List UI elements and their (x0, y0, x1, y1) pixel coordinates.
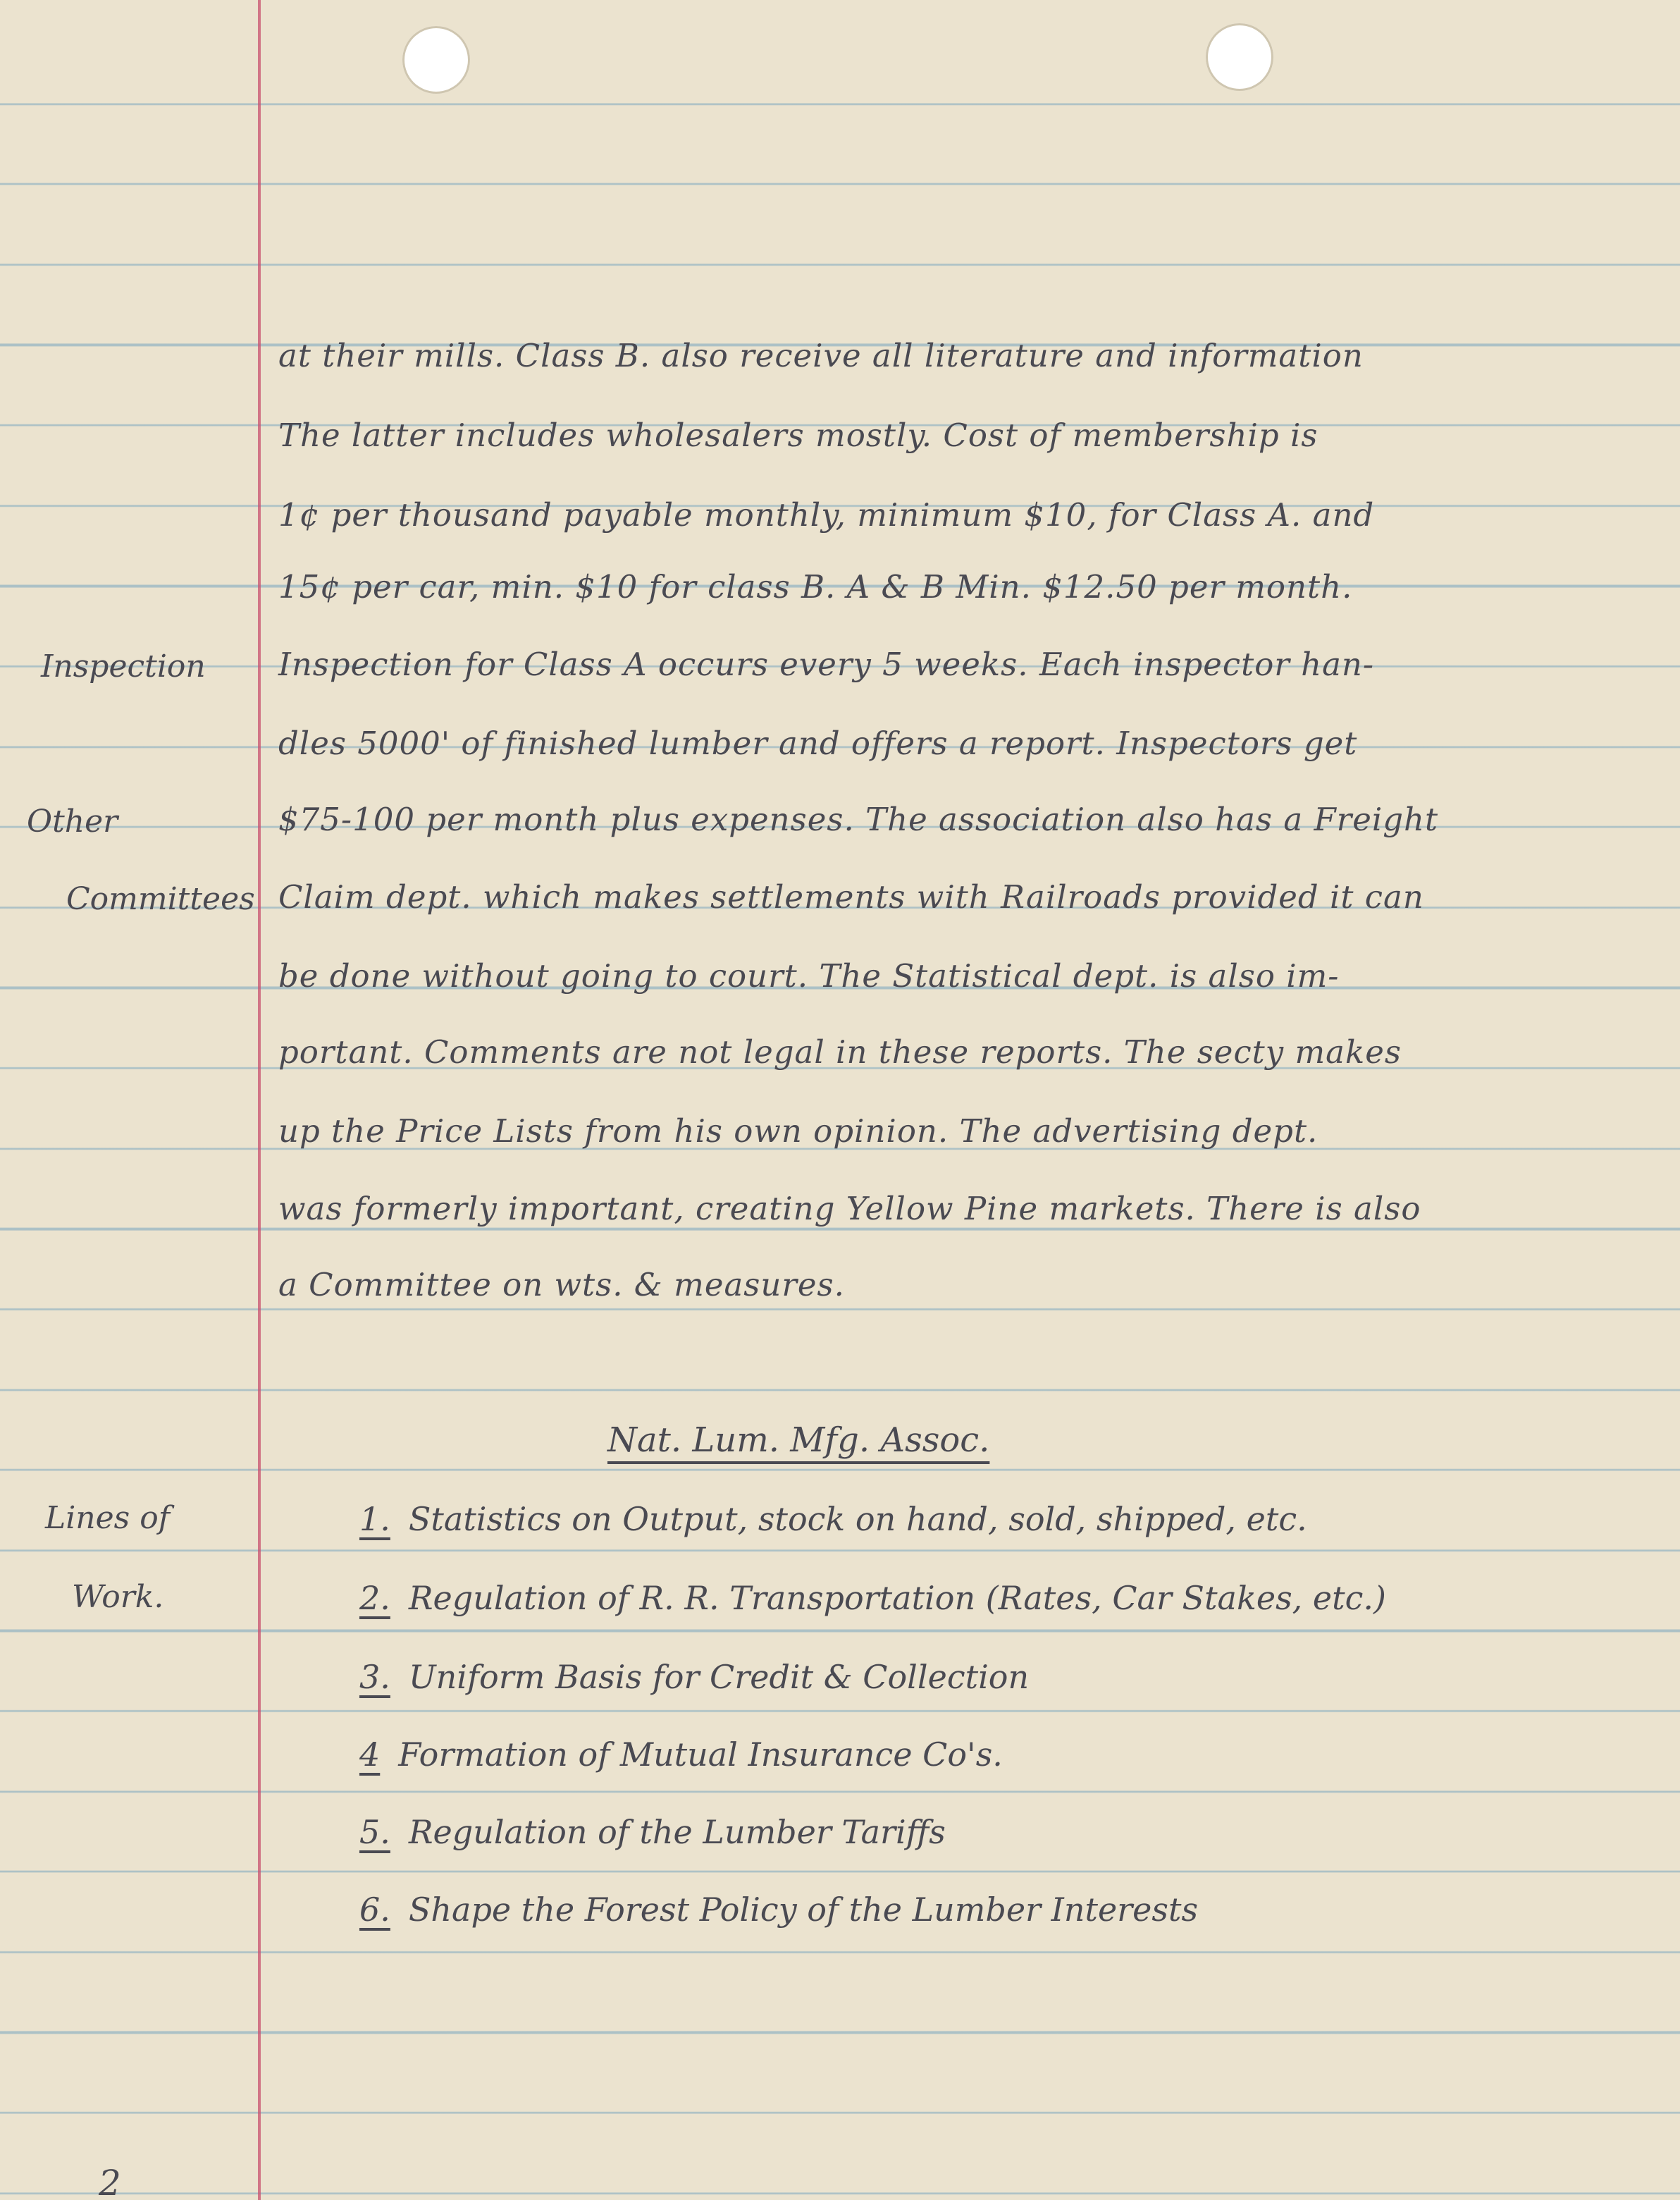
list-text: Regulation of the Lumber Tariffs (408, 1813, 946, 1851)
list-number: 4 (359, 1735, 381, 1774)
page-number: 2 (99, 2163, 121, 2200)
list-text: Shape the Forest Policy of the Lumber Interests (408, 1891, 1199, 1929)
side-note-committees: Committees (66, 881, 255, 917)
list-item (359, 1579, 1386, 1617)
body-line: up the Price Lists from his own opinion. The advertising dept. (278, 1112, 1318, 1150)
body-line: dles 5000' of finished lumber and offers a report. Inspectors get (278, 725, 1358, 762)
side-note-work: Work. (72, 1579, 164, 1615)
body-line: portant. Comments are not legal in these reports. The secty makes (278, 1033, 1402, 1071)
body-line: at their mills. Class B. also receive all literature and information (278, 337, 1364, 374)
body-line: Claim dept. which makes settlements with Railroads provided it can (278, 878, 1424, 916)
body-line: be done without going to court. The Statistical dept. is also im- (278, 957, 1340, 995)
list-item (359, 1500, 1307, 1538)
list-number: 2. (359, 1579, 390, 1617)
list-text: Formation of Mutual Insurance Co's. (398, 1735, 1003, 1774)
margin-rule (258, 0, 261, 2200)
body-line: 15¢ per car, min. $10 for class B. A & B Min. $12.50 per month. (278, 568, 1353, 606)
side-note-lines-of: Lines of (45, 1500, 171, 1536)
list-text: Regulation of R. R. Transportation (Rates, Car Stakes, etc.) (408, 1579, 1386, 1617)
list-number: 3. (359, 1658, 390, 1696)
side-note-other: Other (27, 804, 118, 840)
punch-hole-left (402, 26, 470, 94)
list-number: 1. (359, 1500, 390, 1538)
side-note-inspection: Inspection (41, 649, 206, 684)
list-item (359, 1891, 1198, 1929)
body-line: a Committee on wts. & measures. (278, 1266, 845, 1303)
body-line: The latter includes wholesalers mostly. Cost of membership is (278, 417, 1318, 454)
punch-hole-right (1206, 23, 1273, 91)
list-text: Uniform Basis for Credit & Collection (408, 1658, 1030, 1696)
body-line: Inspection for Class A occurs every 5 weeks. Each inspector han- (278, 646, 1375, 683)
list-number: 5. (359, 1813, 390, 1851)
list-item (359, 1658, 1029, 1696)
body-line: $75-100 per month plus expenses. The association also has a Freight (278, 801, 1439, 838)
list-number: 6. (359, 1891, 390, 1929)
body-line: 1¢ per thousand payable monthly, minimum $10, for Class A. and (278, 496, 1375, 534)
body-line: was formerly important, creating Yellow Pine markets. There is also (278, 1190, 1421, 1227)
list-text: Statistics on Output, stock on hand, sold, shipped, etc. (408, 1500, 1307, 1538)
section-heading: Nat. Lum. Mfg. Assoc. (607, 1420, 990, 1460)
list-item (359, 1735, 1003, 1774)
list-item (359, 1813, 946, 1851)
